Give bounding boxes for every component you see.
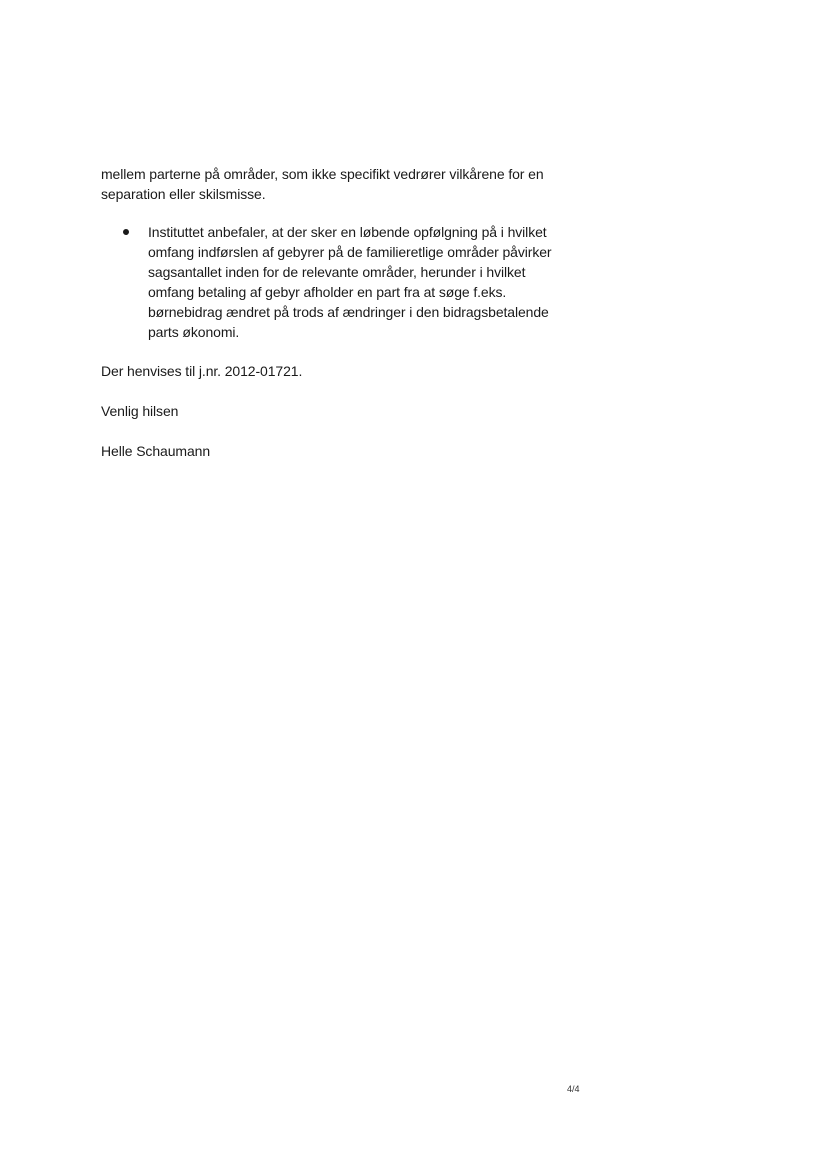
bullet-item xyxy=(120,222,570,342)
intro-paragraph: mellem parterne på områder, som ikke specifikt vedrører vilkårene for en separation eller skilsmisse. xyxy=(101,166,544,202)
page-number: 4/4 xyxy=(567,1084,580,1094)
bullet-list xyxy=(120,222,570,342)
bullet-text: Instituttet anbefaler, at der sker en løbende opfølgning på i hvilket omfang indførslen af gebyrer på de familieretlige områder påvirker sagsantallet inden for de relevante områder, herunder i hvilket omfang betaling af gebyr afholder en part fra at søge f.eks. børnebidrag ændret på trods af ændringer i den bidragsbetalende parts økonomi. xyxy=(148,224,552,340)
reference-line: Der henvises til j.nr. 2012-01721. xyxy=(101,363,303,379)
closing-greeting: Venlig hilsen xyxy=(101,403,179,419)
bullet-icon xyxy=(123,229,129,235)
signature-name: Helle Schaumann xyxy=(101,443,211,459)
